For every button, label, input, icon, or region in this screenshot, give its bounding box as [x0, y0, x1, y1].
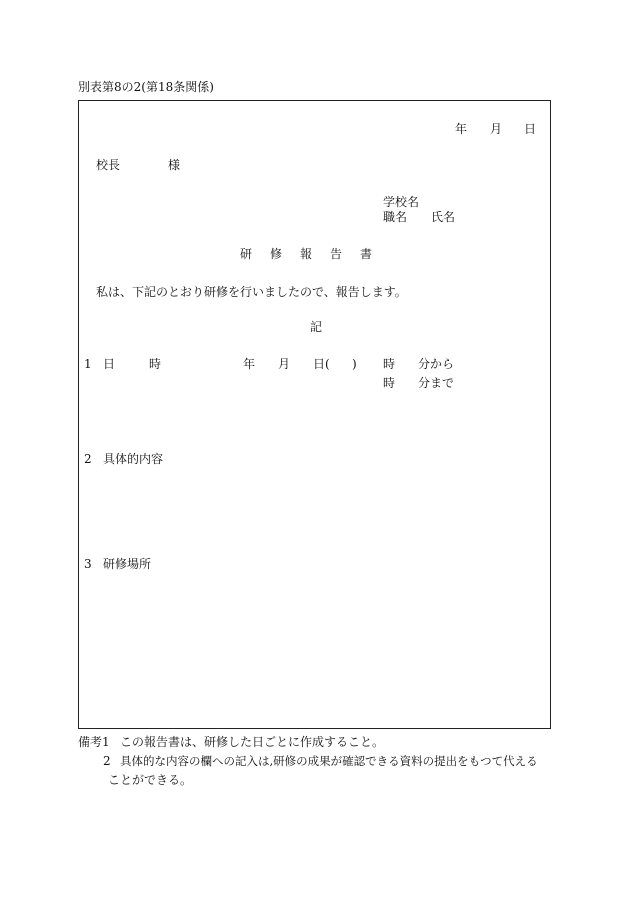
item1-label-a: 日	[103, 357, 116, 371]
intro-text: 私は、下記のとおり研修を行いましたので、報告します。	[96, 285, 407, 299]
item3-number: 3	[84, 557, 92, 571]
item1-day-close: )	[352, 357, 357, 371]
item1-month: 月	[278, 357, 291, 371]
note-1: この報告書は、研修した日ごとに作成すること。	[120, 735, 385, 749]
name-label: 氏名	[431, 210, 456, 224]
item1-start-hour: 時	[383, 357, 396, 371]
item1-start-minute: 分から	[418, 357, 455, 371]
form-reference: 別表第8の2(第18条関係)	[78, 80, 214, 94]
item1-end-hour: 時	[383, 376, 396, 390]
report-form-frame	[78, 100, 551, 729]
item2-label: 具体的内容	[103, 452, 164, 466]
school-name-label: 学校名	[383, 195, 420, 209]
date-month-label: 月	[490, 122, 503, 136]
date-year-label: 年	[455, 122, 468, 136]
addressee-title: 校長	[96, 158, 121, 172]
position-label: 職名	[383, 210, 408, 224]
note-2-line-1: 具体的な内容の欄への記入は,研修の成果が確認できる資料の提出をもつて代える	[120, 754, 538, 768]
note-2-number: 2	[103, 754, 111, 768]
date-day-label: 日	[524, 122, 537, 136]
item2-number: 2	[84, 452, 92, 466]
item1-day: 日(	[313, 357, 330, 371]
notes-prefix: 備考1	[78, 735, 110, 749]
item1-year: 年	[243, 357, 256, 371]
item1-end-minute: 分まで	[418, 376, 455, 390]
item1-label-b: 時	[149, 357, 162, 371]
addressee-honorific: 様	[168, 158, 181, 172]
note-2-line-2: ことができる。	[108, 773, 193, 787]
item3-label: 研修場所	[103, 557, 152, 571]
item1-number: 1	[84, 357, 92, 371]
ki-marker: 記	[310, 320, 323, 334]
report-title: 研修報告書	[240, 247, 391, 261]
